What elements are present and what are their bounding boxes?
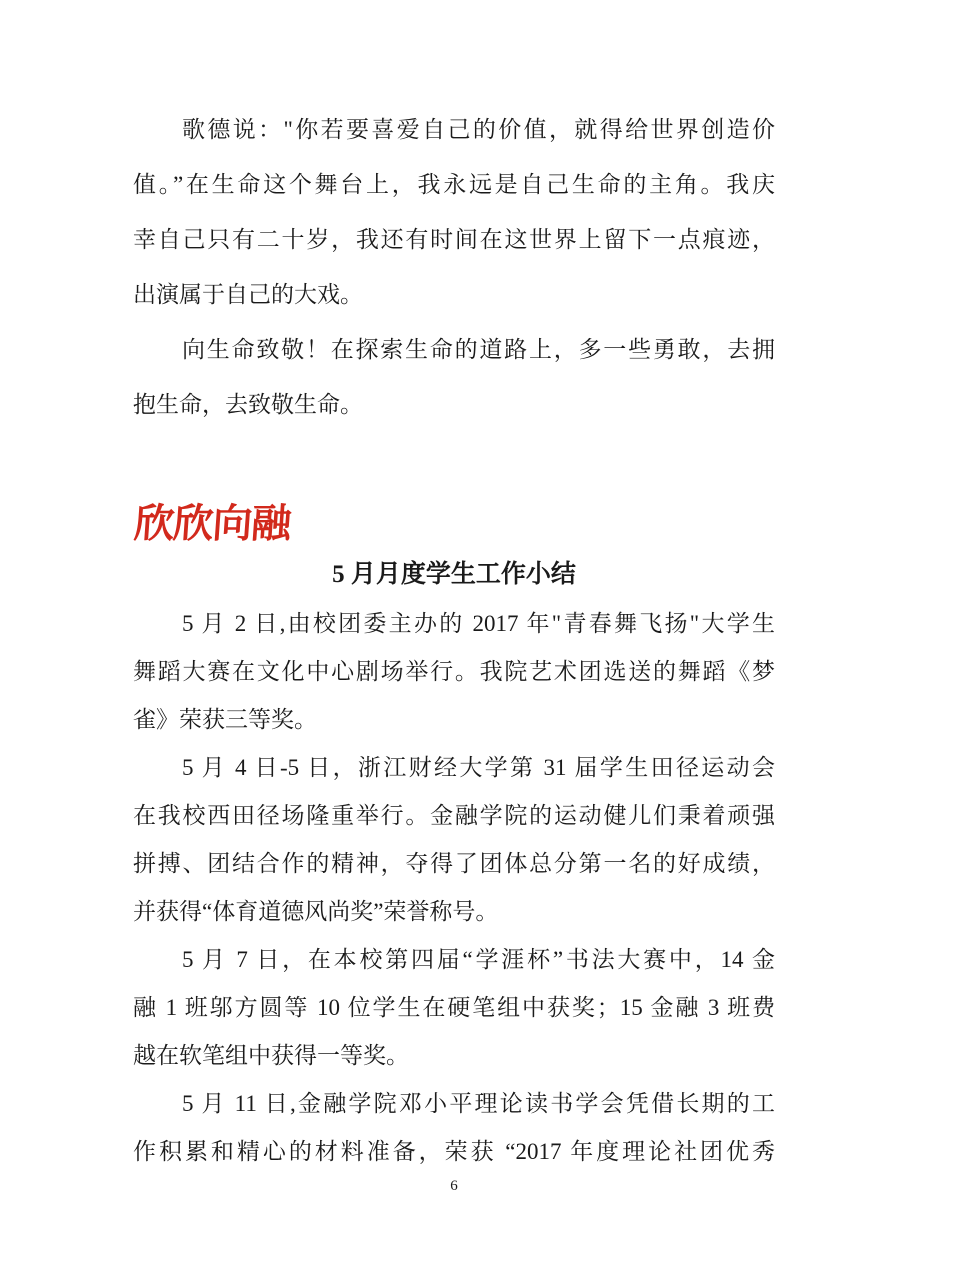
monthly-summary-section <box>133 600 775 1176</box>
paragraph-may-2 <box>133 600 775 744</box>
paragraph-line: 歌德说："你若要喜爱自己的价值，就得给世界创造价 <box>182 117 775 142</box>
paragraph-may-7 <box>133 936 775 1080</box>
paragraph-may-11 <box>133 1080 775 1176</box>
page-number: 6 <box>450 1178 458 1194</box>
paragraph-line: 在我校西田径场隆重举行。金融学院的运动健儿们秉着顽强 <box>133 803 775 828</box>
paragraph-may-4-5 <box>133 744 775 936</box>
paragraph-line: 向生命致敬！在探索生命的道路上，多一些勇敢，去拥 <box>182 337 775 362</box>
paragraph-line: 值。”在生命这个舞台上，我永远是自己生命的主角。我庆 <box>133 172 775 197</box>
paragraph-line: 幸自己只有二十岁，我还有时间在这世界上留下一点痕迹， <box>133 227 775 252</box>
paragraph-line: 作积累和精心的材料准备，荣获 “2017 年度理论社团优秀 <box>133 1139 775 1164</box>
paragraph-line: 5 月 7 日，在本校第四届“学涯杯”书法大赛中，14 金 <box>182 947 775 972</box>
intro-section <box>133 102 775 432</box>
section-heading: 5 月月度学生工作小结 <box>332 561 576 588</box>
paragraph-line: 舞蹈大赛在文化中心剧场举行。我院艺术团选送的舞蹈《梦 <box>133 659 775 684</box>
paragraph-line: 5 月 4 日-5 日，浙江财经大学第 31 届学生田径运动会 <box>182 755 775 780</box>
paragraph-goethe-quote <box>133 102 775 322</box>
paragraph-line: 越在软笔组中获得一等奖。 <box>133 1043 409 1068</box>
paragraph-line: 雀》荣获三等奖。 <box>133 707 317 732</box>
text-column <box>133 0 775 1196</box>
paragraph-line: 并获得“体育道德风尚奖”荣誉称号。 <box>133 899 499 924</box>
paragraph-line: 5 月 11 日,金融学院邓小平理论读书学会凭借长期的工 <box>182 1091 775 1116</box>
xinxin-xiangrong-logo: 欣欣向融 <box>132 501 293 547</box>
paragraph-line: 抱生命，去致敬生命。 <box>133 392 363 417</box>
paragraph-line: 5 月 2 日,由校团委主办的 2017 年"青春舞飞扬"大学生 <box>182 611 775 636</box>
paragraph-line: 拼搏、团结合作的精神，夺得了团体总分第一名的好成绩， <box>133 851 775 876</box>
paragraph-line: 融 1 班邬方圆等 10 位学生在硬笔组中获奖；15 金融 3 班费 <box>133 995 775 1020</box>
paragraph-line: 出演属于自己的大戏。 <box>133 282 363 307</box>
paragraph-salute-life <box>133 322 775 432</box>
